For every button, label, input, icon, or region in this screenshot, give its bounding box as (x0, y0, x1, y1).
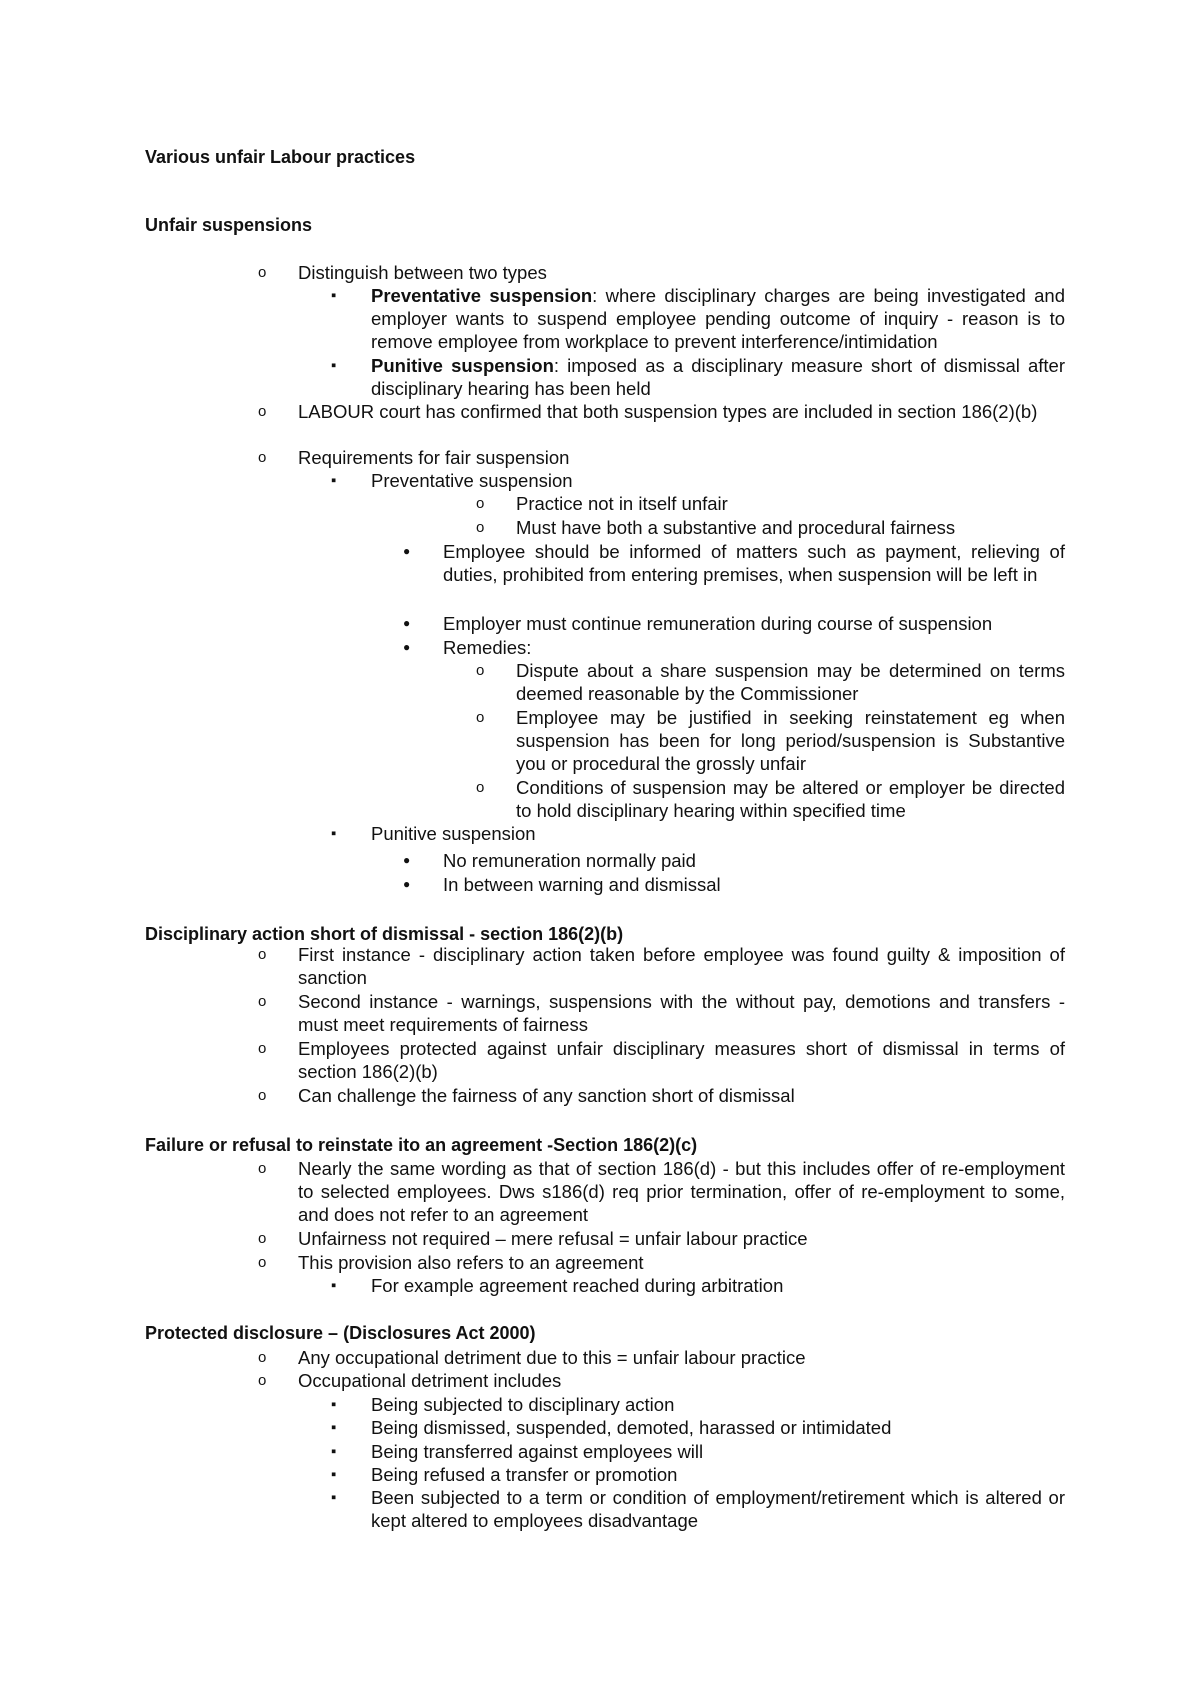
square-bullet-icon: ▪ (331, 287, 337, 304)
square-bullet-icon: ▪ (331, 1419, 337, 1436)
circle-bullet-icon: o (476, 779, 485, 796)
list-item: o Employee may be justified in seeking reinstatement eg when suspension has been for long period/suspension is Substantive you or procedural the grossly unfair (476, 707, 1065, 774)
list-item: o Distinguish between two types (258, 262, 547, 283)
heading-failure-to-reinstate: Failure or refusal to reinstate ito an agreement -Section 186(2)(c) (145, 1135, 698, 1155)
square-bullet-icon: ▪ (331, 1466, 337, 1483)
list-item: o Second instance - warnings, suspensions with the without pay, demotions and transfers - must meet requirements of fairness (258, 991, 1065, 1035)
list-item: o First instance - disciplinary action taken before employee was found guilty & imposition of sanction (258, 944, 1065, 988)
circle-bullet-icon: o (258, 946, 267, 963)
list-item: o Employees protected against unfair disciplinary measures short of dismissal in terms of section 186(2)(b) (258, 1038, 1065, 1082)
square-bullet-icon: ▪ (331, 357, 337, 374)
list-item: ▪ Been subjected to a term or condition of employment/retirement which is altered or kept altered to employees disadvantage (331, 1487, 1065, 1531)
list-item: ▪ Preventative suspension (331, 470, 573, 491)
square-bullet-icon: ▪ (331, 825, 337, 842)
square-bullet-icon: ▪ (331, 1443, 337, 1460)
list-item: ● Remedies: (403, 637, 532, 658)
circle-bullet-icon: o (476, 519, 485, 536)
circle-bullet-icon: o (476, 662, 485, 679)
list-item: o Can challenge the fairness of any sanction short of dismissal (258, 1085, 795, 1106)
circle-bullet-icon: o (258, 1372, 267, 1389)
list-item: o Any occupational detriment due to this = unfair labour practice (258, 1347, 806, 1368)
circle-bullet-icon: o (258, 449, 267, 466)
circle-bullet-icon: o (258, 1254, 267, 1271)
list-item: o This provision also refers to an agreement (258, 1252, 644, 1273)
square-bullet-icon: ▪ (331, 1489, 337, 1506)
heading-unfair-suspensions: Unfair suspensions (145, 215, 313, 235)
circle-bullet-icon: o (258, 993, 267, 1010)
square-bullet-icon: ▪ (331, 1277, 337, 1294)
list-item: o Dispute about a share suspension may be determined on terms deemed reasonable by the Commissioner (476, 660, 1065, 704)
list-item: ● Employer must continue remuneration during course of suspension (403, 613, 993, 634)
list-item: ▪ Being dismissed, suspended, demoted, harassed or intimidated (331, 1417, 892, 1438)
circle-bullet-icon: o (258, 403, 267, 420)
circle-bullet-icon: o (258, 1040, 267, 1057)
document-title: Various unfair Labour practices (145, 147, 416, 167)
list-item: ● In between warning and dismissal (403, 874, 721, 895)
list-item: o Nearly the same wording as that of section 186(d) - but this includes offer of re-employment to selected employees. Dws s186(d) req prior termination, offer of re-employment to some, and does not refer to an agreement (258, 1158, 1065, 1225)
heading-protected-disclosure: Protected disclosure – (Disclosures Act 2000) (145, 1323, 536, 1343)
list-item: ● Employee should be informed of matters such as payment, relieving of duties, prohibited from entering premises, when suspension will be left in (403, 541, 1065, 585)
list-item: ▪ Punitive suspension: imposed as a disciplinary measure short of dismissal after disciplinary hearing has been held (331, 355, 1066, 399)
square-bullet-icon: ▪ (331, 472, 337, 489)
heading-disciplinary-action: Disciplinary action short of dismissal - section 186(2)(b) (145, 924, 624, 944)
list-item: ▪ Preventative suspension: where disciplinary charges are being investigated and employer wants to suspend employee pending outcome of inquiry - reason is to remove employee from workplace to prevent interference/intimidation (331, 285, 1065, 352)
list-item: ▪ Being refused a transfer or promotion (331, 1464, 678, 1485)
list-item: ▪ Being subjected to disciplinary action (331, 1394, 675, 1415)
circle-bullet-icon: o (258, 264, 267, 281)
list-item: o Must have both a substantive and procedural fairness (476, 517, 956, 538)
circle-bullet-icon: o (258, 1087, 267, 1104)
term-punitive: Punitive suspension (371, 355, 554, 376)
circle-bullet-icon: o (258, 1349, 267, 1366)
disc-bullet-icon: ● (403, 877, 411, 891)
term-preventative: Preventative suspension (371, 285, 593, 306)
list-item: o Requirements for fair suspension (258, 447, 570, 468)
disc-bullet-icon: ● (403, 544, 411, 558)
disc-bullet-icon: ● (403, 640, 411, 654)
list-item: ▪ For example agreement reached during arbitration (331, 1275, 784, 1296)
list-item: o Practice not in itself unfair (476, 493, 728, 514)
list-item: ▪ Punitive suspension (331, 823, 536, 844)
circle-bullet-icon: o (476, 495, 485, 512)
square-bullet-icon: ▪ (331, 1396, 337, 1413)
disc-bullet-icon: ● (403, 853, 411, 867)
circle-bullet-icon: o (476, 709, 485, 726)
list-item: o Unfairness not required – mere refusal = unfair labour practice (258, 1228, 808, 1249)
list-item: o Occupational detriment includes (258, 1370, 562, 1391)
list-item: o LABOUR court has confirmed that both suspension types are included in section 186(2)(b) (258, 401, 1038, 422)
disc-bullet-icon: ● (403, 616, 411, 630)
circle-bullet-icon: o (258, 1160, 267, 1177)
circle-bullet-icon: o (258, 1230, 267, 1247)
list-item: ▪ Being transferred against employees will (331, 1441, 704, 1462)
list-item: o Conditions of suspension may be altered or employer be directed to hold disciplinary hearing within specified time (476, 777, 1065, 821)
list-item: ● No remuneration normally paid (403, 850, 696, 871)
